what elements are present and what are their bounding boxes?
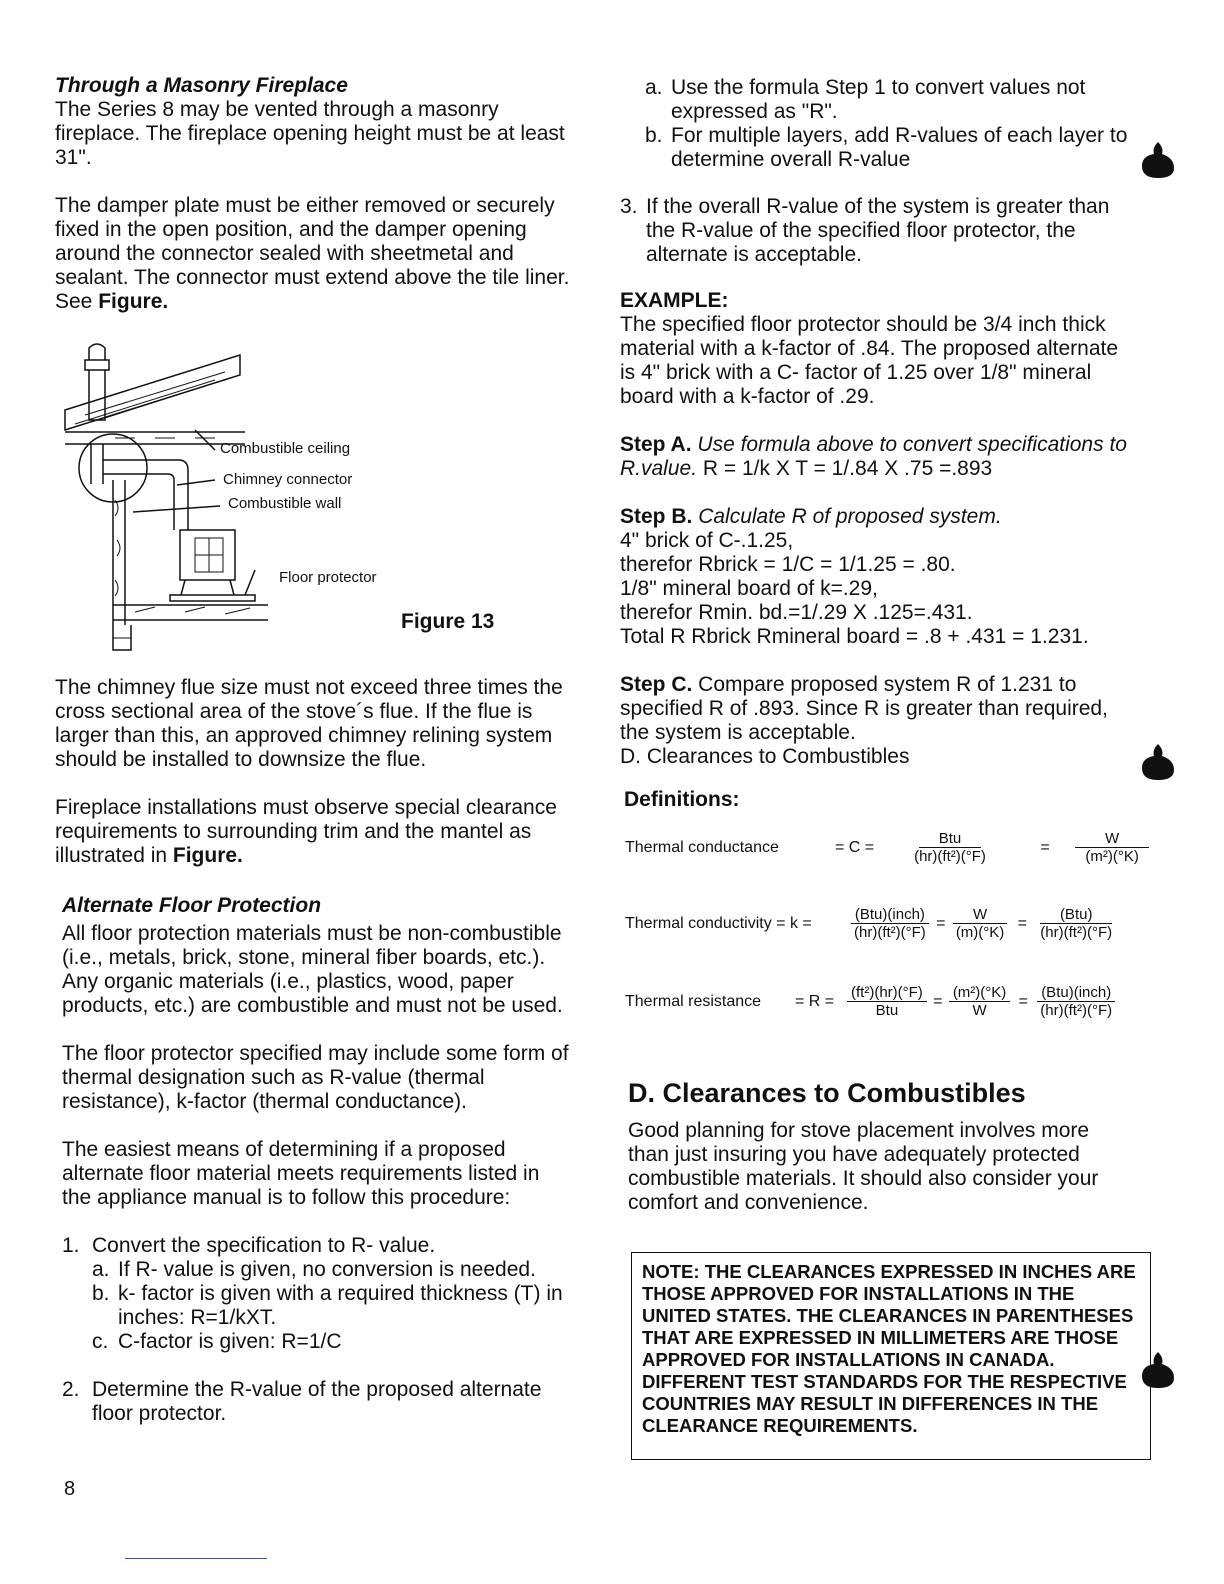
def-thermal-conductance: Thermal conductance = C = $\frac{\text{Btu}}{\text{(hr)(ft²)(°F)}}$ = $\frac{W}{\text{(m²)(°K)}}$ xyxy=(625,830,1149,865)
masonry-section xyxy=(55,74,580,314)
note-box: NOTE: THE CLEARANCES EXPRESSED IN INCHES ARE THOSE APPROVED FOR INSTALLATIONS IN THE UNITED STATES. THE CLEARANCES IN PARENTHESES THAT ARE EXPRESSED IN MILLIMETERS ARE THOSE APPROVED FOR INSTALLATIONS IN CANADA. DIFFERENT TEST STANDARDS FOR THE RESPECTIVE COUNTRIES MAY RESULT IN DIFFERENCES IN THE CLEARANCE REQUIREMENTS. xyxy=(631,1252,1151,1460)
flue-section xyxy=(55,676,577,868)
definitions-heading: Definitions: xyxy=(624,788,740,811)
example-paragraph: The specified floor protector should be 3/4 inch thick material with a k-factor of .84. The proposed alternate is 4" brick with a C- factor of 1.25 over 1/8" mineral board with a k-factor of .29. xyxy=(620,313,1119,408)
page-number: 8 xyxy=(64,1478,76,1500)
fraction: $\frac{\text{Btu}}{\text{(hr)(ft²)(°F)}}$ xyxy=(914,830,986,865)
figure-caption: Figure 13 xyxy=(401,610,495,633)
list-item: 1. Convert the specification to R- value. a. If R- value is given, no conversion is needed. b. k- factor is given with a required thickness (T) in inches: R=1/kXT. c. C-factor is given: R=1/C xyxy=(62,1234,572,1354)
fraction: $\frac{\text{(m²)(°K)}}{W}$ xyxy=(949,984,1010,1019)
label-chimney-connector: Chimney connector xyxy=(223,471,353,488)
alternate-paragraph-2: The floor protector specified may include some form of thermal designation such as R-value (thermal resistance), k-factor (thermal conductance). xyxy=(62,1042,569,1113)
flue-paragraph: The chimney flue size must not exceed three times the cross sectional area of the stove´s flue. If the flue is larger than this, an approved chimney relining system should be installed to downsize the flue. xyxy=(55,676,563,771)
label-floor-protector: Floor protector xyxy=(279,569,377,586)
alternate-heading: Alternate Floor Protection xyxy=(62,894,322,917)
procedure-continued xyxy=(645,76,1135,172)
masonry-heading: Through a Masonry Fireplace xyxy=(55,74,348,97)
list-item: 3. If the overall R-value of the system is greater than the R-value of the specified floor protector, the alternate is acceptable. xyxy=(620,195,1110,266)
fraction: $\frac{\text{(ft²)(hr)(°F)}}{\text{Btu}}$ xyxy=(847,984,927,1019)
step-c: Step C. Compare proposed system R of 1.231 to specified R of .893. Since R is greater than required, the system is acceptable. xyxy=(620,673,1108,744)
masonry-paragraph-2: The damper plate must be either removed or securely fixed in the open position, and the damper opening around the connector sealed with sheetmetal and sealant. The connector must extend above the tile liner. See Figure. xyxy=(55,194,570,313)
step-c-line: D. Clearances to Combustibles xyxy=(620,745,910,768)
figure-reference: Figure. xyxy=(172,844,243,867)
step-b-line: 1/8" mineral board of k=.29, xyxy=(620,577,878,600)
fraction: $\frac{\text{(Btu)(inch)}}{\text{(hr)(ft²)(°F)}}$ xyxy=(850,906,930,941)
step-3 xyxy=(620,195,1120,267)
example-heading: EXAMPLE: xyxy=(620,289,729,312)
label-combustible-wall: Combustible wall xyxy=(228,495,342,512)
def-thermal-conductivity: Thermal conductivity = k = $\frac{\text{(Btu)(inch)}}{\text{(hr)(ft²)(°F)}}$ = $\frac{W}{(m)(^\circ K)}$ = $\frac{\text{(Btu)}}{\text{(hr)(ft²)(°F)}}$ xyxy=(625,906,1116,941)
figure-reference: Figure. xyxy=(98,290,169,313)
list-item: 2. Determine the R-value of the proposed alternate floor protector. xyxy=(62,1378,542,1425)
step-a: Step A. Use formula above to convert specifications to R.value. R = 1/k X T = 1/.84 X .75 =.893 xyxy=(620,433,1127,480)
fraction: $\frac{\text{(Btu)}}{\text{(hr)(ft²)(°F)}}$ xyxy=(1040,906,1113,941)
section-paragraph: Good planning for stove placement involves more than just insuring you have adequately protected combustible materials. It should also consider your comfort and convenience. xyxy=(628,1119,1099,1214)
list-item: a. Use the formula Step 1 to convert values not expressed as "R". xyxy=(645,76,1086,123)
list-item: c. C-factor is given: R=1/C xyxy=(92,1330,342,1353)
binder-hole-icon xyxy=(1140,742,1176,782)
step-b-line: 4" brick of C-.1.25, xyxy=(620,529,794,552)
example-section xyxy=(620,289,1180,769)
list-item: a. If R- value is given, no conversion is needed. xyxy=(92,1258,536,1281)
list-item: b. For multiple layers, add R-values of each layer to determine overall R-value xyxy=(645,124,1128,171)
list-item: b. k- factor is given with a required thickness (T) in inches: R=1/kXT. xyxy=(92,1282,563,1329)
blue-rule xyxy=(125,1558,267,1559)
step-b: Step B. Calculate R of proposed system. xyxy=(620,505,1002,528)
fraction: $\frac{\text{(Btu)(inch)}}{\text{(hr)(ft²)(°F)}}$ xyxy=(1036,984,1116,1019)
label-combustible-ceiling: Combustible ceiling xyxy=(220,440,351,457)
step-b-line: therefor Rmin. bd.=1/.29 X .125=.431. xyxy=(620,601,973,624)
masonry-paragraph-1: The Series 8 may be vented through a masonry fireplace. The fireplace opening height must be at least 31". xyxy=(55,98,565,169)
alternate-floor-section xyxy=(62,894,572,1426)
binder-hole-icon xyxy=(1140,140,1176,180)
section-heading: D. Clearances to Combustibles xyxy=(628,1078,1026,1108)
procedure-list xyxy=(62,1234,572,1426)
figure-13 xyxy=(55,340,575,655)
fraction: $\frac{W}{\text{(m²)(°K)}}$ xyxy=(1075,830,1149,865)
fraction: $\frac{W}{(m)(^\circ K)}$ xyxy=(952,906,1008,941)
binder-hole-icon xyxy=(1140,1350,1176,1390)
clearance-paragraph: Fireplace installations must observe special clearance requirements to surrounding trim and the mantel as illustrated in Figure. xyxy=(55,796,557,867)
alternate-paragraph-1: All floor protection materials must be non-combustible (i.e., metals, brick, stone, mineral fiber boards, etc.). Any organic materials (i.e., plastics, wood, paper products, etc.) are combustible and must not be used. xyxy=(62,922,563,1017)
step-b-line: therefor Rbrick = 1/C = 1/1.25 = .80. xyxy=(620,553,956,576)
def-thermal-resistance: Thermal resistance = R = $\frac{\text{(ft²)(hr)(°F)}}{\text{Btu}}$ = $\frac{\text{(m²)(°K)}}{W}$ = $\frac{\text{(Btu)(inch)}}{\text{(hr)(ft²)(°F)}}$ xyxy=(625,984,1116,1019)
alternate-paragraph-3: The easiest means of determining if a proposed alternate floor material meets requirements listed in the appliance manual is to follow this procedure: xyxy=(62,1138,540,1209)
step-b-line: Total R Rbrick Rmineral board = .8 + .431 = 1.231. xyxy=(620,625,1089,648)
